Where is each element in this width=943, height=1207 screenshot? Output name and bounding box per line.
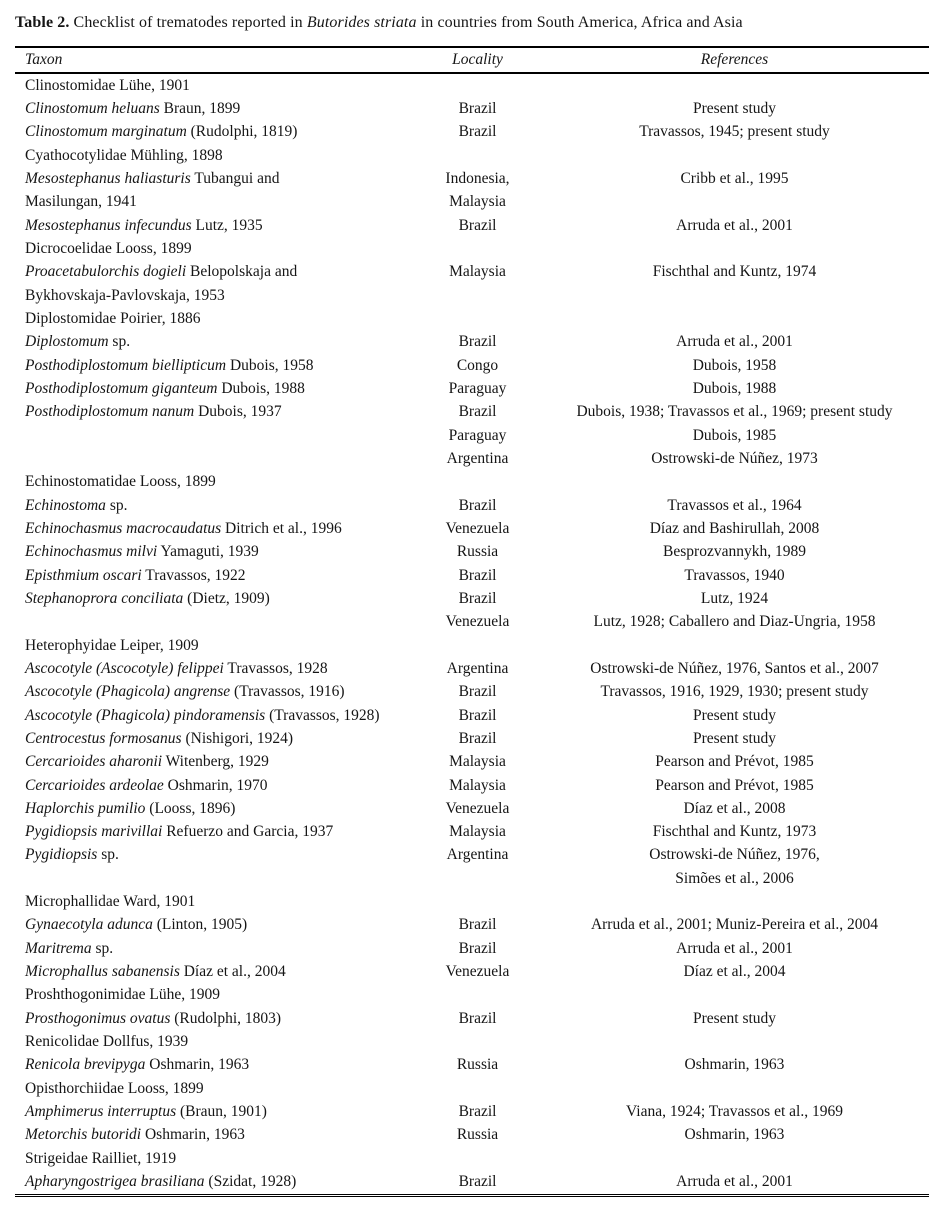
table-row [15, 774, 929, 797]
locality-cell: Brazil [458, 496, 497, 514]
taxon-authority: (Nishigori, 1924) [181, 729, 294, 747]
references-cell: Arruda et al., 2001 [676, 333, 793, 351]
taxon-authority: Heterophyidae Leiper, 1909 [25, 636, 199, 654]
references-cell: Arruda et al., 2001 [676, 939, 793, 957]
checklist-table [15, 46, 929, 1197]
table-row [15, 237, 929, 260]
locality-cell: Brazil [458, 916, 497, 934]
taxon-scientific-name: Pygidiopsis [25, 846, 98, 864]
taxon-authority: (Szidat, 1928) [204, 1173, 297, 1191]
table-row [15, 541, 929, 564]
locality-cell: Argentina [446, 659, 509, 677]
table-row [15, 1077, 929, 1100]
taxon-authority: sp. [97, 846, 119, 864]
table-row [15, 984, 929, 1007]
taxon-authority: Echinostomatidae Looss, 1899 [25, 473, 216, 491]
references-cell: Ostrowski-de Núñez, 1973 [651, 449, 818, 467]
taxon-cell [15, 846, 415, 864]
taxon-authority: Dubois, 1958 [226, 356, 314, 374]
table-row [15, 401, 929, 424]
taxon-scientific-name: Cercarioides aharonii [25, 753, 163, 771]
locality-cell: Brazil [458, 1009, 497, 1027]
taxon-authority: (Dietz, 1909) [183, 589, 270, 607]
taxon-cell [15, 777, 415, 795]
taxon-cell [15, 357, 415, 375]
table-row [15, 191, 929, 214]
taxon-cell [15, 637, 415, 655]
taxon-scientific-name: Mesostephanus haliasturis [25, 169, 191, 187]
taxon-cell [15, 940, 415, 958]
taxon-scientific-name: Prosthogonimus ovatus [25, 1009, 171, 1027]
taxon-cell [15, 1056, 415, 1074]
taxon-authority: Oshmarin, 1963 [141, 1126, 245, 1144]
table-row [15, 307, 929, 330]
references-cell: Pearson and Prévot, 1985 [655, 776, 814, 794]
table-row [15, 261, 929, 284]
locality-cell: Venezuela [445, 613, 510, 631]
taxon-scientific-name: Clinostomum marginatum [25, 123, 187, 141]
table-header-row [15, 48, 929, 74]
taxon-authority: Refuerzo and Garcia, 1937 [162, 823, 334, 841]
taxon-cell [15, 683, 415, 701]
locality-cell: Venezuela [445, 519, 510, 537]
taxon-authority: Strigeidae Railliet, 1919 [25, 1149, 177, 1167]
locality-cell: Venezuela [445, 799, 510, 817]
table-row [15, 377, 929, 400]
table-row [15, 331, 929, 354]
taxon-cell [15, 333, 415, 351]
locality-cell: Brazil [458, 403, 497, 421]
taxon-scientific-name: Proacetabulorchis dogieli [25, 263, 187, 281]
locality-cell: Russia [456, 543, 499, 561]
taxon-cell [15, 310, 415, 328]
taxon-cell [15, 730, 415, 748]
table-row [15, 751, 929, 774]
taxon-cell [15, 916, 415, 934]
references-cell: Present study [692, 706, 777, 724]
taxon-scientific-name: Diplostomum [25, 333, 109, 351]
table-row [15, 867, 929, 890]
taxon-scientific-name: Metorchis butoridi [25, 1126, 142, 1144]
taxon-scientific-name: Clinostomum heluans [25, 99, 160, 117]
taxon-authority: Travassos, 1928 [223, 659, 328, 677]
references-cell: Lutz, 1928; Caballero and Diaz-Ungria, 1958 [593, 613, 876, 631]
taxon-authority: (Rudolphi, 1819) [186, 123, 298, 141]
taxon-authority: Bykhovskaja-Pavlovskaja, 1953 [25, 286, 225, 304]
references-cell: Present study [692, 729, 777, 747]
taxon-authority: Witenberg, 1929 [162, 753, 269, 771]
taxon-cell [15, 986, 415, 1004]
taxon-scientific-name: Ascocotyle (Phagicola) angrense [25, 683, 231, 701]
table-row [15, 121, 929, 144]
taxon-cell [15, 543, 415, 561]
taxon-scientific-name: Microphallus sabanensis [25, 963, 180, 981]
taxon-cell [15, 497, 415, 515]
taxon-authority: Opisthorchiidae Looss, 1899 [25, 1079, 204, 1097]
taxon-scientific-name: Echinochasmus macrocaudatus [25, 519, 222, 537]
taxon-authority: Masilungan, 1941 [25, 193, 137, 211]
references-cell: Ostrowski-de Núñez, 1976, Santos et al., 2007 [590, 659, 879, 677]
table-row [15, 284, 929, 307]
locality-cell: Brazil [458, 706, 497, 724]
taxon-cell [15, 1080, 415, 1098]
table-row [15, 564, 929, 587]
taxon-scientific-name: Posthodiplostomum biellipticum [25, 356, 227, 374]
references-cell: Travassos et al., 1964 [667, 496, 802, 514]
table-row [15, 354, 929, 377]
locality-cell: Argentina [446, 449, 509, 467]
references-cell: Viana, 1924; Travassos et al., 1969 [626, 1103, 843, 1121]
table-row [15, 914, 929, 937]
taxon-authority: (Looss, 1896) [145, 799, 236, 817]
taxon-cell [15, 707, 415, 725]
locality-cell: Indonesia, [445, 169, 510, 187]
taxon-authority: (Travassos, 1916) [230, 683, 345, 701]
table-row [15, 424, 929, 447]
taxon-scientific-name: Posthodiplostomum giganteum [25, 379, 218, 397]
taxon-scientific-name: Centrocestus formosanus [25, 729, 182, 747]
taxon-authority: sp. [91, 939, 114, 957]
table-caption-label: Table 2. [15, 14, 70, 31]
references-cell: Simões et al., 2006 [675, 869, 794, 887]
taxon-scientific-name: Apharyngostrigea brasiliana [25, 1173, 205, 1191]
taxon-cell [15, 170, 415, 188]
taxon-scientific-name: Ascocotyle (Ascocotyle) felippei [25, 659, 224, 677]
taxon-authority: sp. [108, 333, 131, 351]
references-cell: Díaz et al., 2008 [683, 799, 786, 817]
locality-cell: Brazil [458, 589, 497, 607]
references-cell: Lutz, 1924 [700, 589, 769, 607]
taxon-scientific-name: Haplorchis pumilio [25, 799, 146, 817]
locality-cell: Russia [456, 1126, 499, 1144]
taxon-authority: Clinostomidae Lühe, 1901 [25, 76, 190, 94]
taxon-cell [15, 963, 415, 981]
taxon-scientific-name: Mesostephanus infecundus [25, 216, 192, 234]
table-row [15, 634, 929, 657]
taxon-cell [15, 660, 415, 678]
taxon-cell [15, 100, 415, 118]
references-cell: Cribb et al., 1995 [680, 169, 789, 187]
taxon-authority: (Travassos, 1928) [265, 706, 380, 724]
taxon-authority: (Braun, 1901) [176, 1103, 267, 1121]
table-row [15, 890, 929, 913]
table-row [15, 681, 929, 704]
taxon-cell [15, 800, 415, 818]
locality-cell: Brazil [458, 123, 497, 141]
table-row [15, 97, 929, 120]
references-cell: Ostrowski-de Núñez, 1976, [649, 846, 820, 864]
taxon-scientific-name: Maritrema [25, 939, 92, 957]
table-row [15, 1007, 929, 1030]
references-cell: Arruda et al., 2001; Muniz-Pereira et al., 2004 [590, 916, 879, 934]
locality-cell: Brazil [458, 216, 497, 234]
table-row [15, 517, 929, 540]
table-row [15, 1054, 929, 1077]
taxon-scientific-name: Gynaecotyla adunca [25, 916, 153, 934]
taxon-authority: Dubois, 1988 [217, 379, 305, 397]
taxon-scientific-name: Posthodiplostomum nanum [25, 403, 195, 421]
taxon-scientific-name: Echinostoma [25, 496, 106, 514]
references-cell: Dubois, 1985 [692, 426, 777, 444]
column-header-taxon: Taxon [25, 51, 63, 68]
locality-cell: Brazil [458, 1103, 497, 1121]
taxon-authority: (Linton, 1905) [152, 916, 248, 934]
table-caption [15, 13, 929, 33]
taxon-cell [15, 753, 415, 771]
taxon-cell [15, 1010, 415, 1028]
taxon-scientific-name: Echinochasmus milvi [25, 543, 158, 561]
taxon-scientific-name: Stephanoprora conciliata [25, 589, 184, 607]
references-cell: Arruda et al., 2001 [676, 1173, 793, 1191]
locality-cell: Malaysia [449, 823, 506, 841]
taxon-authority: Microphallidae Ward, 1901 [25, 893, 196, 911]
references-cell: Dubois, 1988 [692, 379, 777, 397]
locality-cell: Brazil [458, 939, 497, 957]
table-row [15, 844, 929, 867]
taxon-scientific-name: Ascocotyle (Phagicola) pindoramensis [25, 706, 266, 724]
references-cell: Travassos, 1916, 1929, 1930; present study [600, 683, 869, 701]
table-row [15, 937, 929, 960]
taxon-cell [15, 1126, 415, 1144]
taxon-cell [15, 403, 415, 421]
locality-cell: Russia [456, 1056, 499, 1074]
taxon-cell [15, 193, 415, 211]
table-row [15, 214, 929, 237]
table-row [15, 797, 929, 820]
table-row [15, 494, 929, 517]
references-cell: Arruda et al., 2001 [676, 216, 793, 234]
taxon-authority: Travassos, 1922 [141, 566, 246, 584]
table-row [15, 74, 929, 97]
table-row [15, 144, 929, 167]
taxon-cell [15, 147, 415, 165]
locality-cell: Brazil [458, 683, 497, 701]
locality-cell: Brazil [458, 566, 497, 584]
references-cell: Dubois, 1958 [692, 356, 777, 374]
taxon-authority: Ditrich et al., 1996 [221, 519, 342, 537]
table-row [15, 1124, 929, 1147]
references-cell: Travassos, 1945; present study [639, 123, 830, 141]
locality-cell: Malaysia [449, 753, 506, 771]
table-body [15, 74, 929, 1197]
table-caption-species: Butorides striata [306, 14, 417, 31]
table-row [15, 657, 929, 680]
locality-cell: Malaysia [449, 263, 506, 281]
taxon-authority: Oshmarin, 1970 [163, 776, 268, 794]
locality-cell: Brazil [458, 333, 497, 351]
taxon-cell [15, 77, 415, 95]
table-row [15, 1100, 929, 1123]
table-row [15, 960, 929, 983]
taxon-cell [15, 1150, 415, 1168]
taxon-cell [15, 520, 415, 538]
taxon-cell [15, 893, 415, 911]
taxon-cell [15, 240, 415, 258]
references-cell: Fischthal and Kuntz, 1974 [652, 263, 817, 281]
taxon-scientific-name: Cercarioides ardeolae [25, 776, 164, 794]
references-cell: Oshmarin, 1963 [684, 1056, 785, 1074]
table-caption-text-2: in countries from South America, Africa and Asia [416, 14, 743, 31]
references-cell: Present study [692, 1009, 777, 1027]
taxon-scientific-name: Renicola brevipyga [25, 1056, 146, 1074]
references-cell: Besprozvannykh, 1989 [663, 543, 806, 561]
taxon-cell [15, 263, 415, 281]
taxon-scientific-name: Amphimerus interruptus [25, 1103, 177, 1121]
taxon-authority: Diplostomidae Poirier, 1886 [25, 309, 201, 327]
column-header-references: References [700, 51, 769, 68]
taxon-cell [15, 1103, 415, 1121]
locality-cell: Brazil [458, 729, 497, 747]
taxon-cell [15, 590, 415, 608]
references-cell: Present study [692, 99, 777, 117]
taxon-authority: Dubois, 1937 [194, 403, 282, 421]
table-row [15, 471, 929, 494]
locality-cell: Brazil [458, 99, 497, 117]
references-cell: Fischthal and Kuntz, 1973 [652, 823, 817, 841]
taxon-authority: Proshthogonimidae Lühe, 1909 [25, 986, 221, 1004]
taxon-scientific-name: Pygidiopsis marivillai [25, 823, 163, 841]
taxon-authority: Yamaguti, 1939 [157, 543, 259, 561]
table-caption-text-1: Checklist of trematodes reported in [69, 14, 307, 31]
taxon-authority: Belopolskaja and [186, 263, 298, 281]
taxon-authority: Cyathocotylidae Mühling, 1898 [25, 146, 223, 164]
references-cell: Pearson and Prévot, 1985 [655, 753, 814, 771]
taxon-cell [15, 217, 415, 235]
taxon-cell [15, 567, 415, 585]
taxon-cell [15, 823, 415, 841]
table-row [15, 1147, 929, 1170]
taxon-cell [15, 1033, 415, 1051]
taxon-authority: Oshmarin, 1963 [145, 1056, 250, 1074]
locality-cell: Malaysia [449, 193, 506, 211]
table-row [15, 1170, 929, 1193]
locality-cell: Brazil [458, 1173, 497, 1191]
locality-cell: Paraguay [448, 379, 507, 397]
table-row [15, 587, 929, 610]
taxon-cell [15, 123, 415, 141]
references-cell: Travassos, 1940 [684, 566, 785, 584]
locality-cell: Malaysia [449, 776, 506, 794]
locality-cell: Venezuela [445, 963, 510, 981]
table-row [15, 727, 929, 750]
taxon-authority: Lutz, 1935 [191, 216, 263, 234]
locality-cell: Congo [456, 356, 499, 374]
table-row [15, 167, 929, 190]
table-row [15, 611, 929, 634]
table-row [15, 1030, 929, 1053]
table-row [15, 821, 929, 844]
taxon-scientific-name: Episthmium oscari [25, 566, 142, 584]
locality-cell: Argentina [446, 846, 509, 864]
taxon-authority: Renicolidae Dollfus, 1939 [25, 1033, 189, 1051]
table-row [15, 447, 929, 470]
column-header-locality: Locality [452, 51, 503, 68]
references-cell: Díaz and Bashirullah, 2008 [649, 519, 820, 537]
taxon-authority: (Rudolphi, 1803) [170, 1009, 282, 1027]
taxon-cell [15, 473, 415, 491]
taxon-authority: Tubangui and [190, 169, 280, 187]
references-cell: Díaz et al., 2004 [683, 963, 786, 981]
references-cell: Oshmarin, 1963 [684, 1126, 785, 1144]
taxon-authority: sp. [105, 496, 128, 514]
locality-cell: Paraguay [448, 426, 507, 444]
taxon-authority: Dicrocoelidae Looss, 1899 [25, 239, 192, 257]
taxon-cell [15, 380, 415, 398]
taxon-cell [15, 1173, 415, 1191]
taxon-cell [15, 287, 415, 305]
taxon-authority: Braun, 1899 [159, 99, 241, 117]
table-row [15, 704, 929, 727]
taxon-authority: Díaz et al., 2004 [179, 963, 286, 981]
references-cell: Dubois, 1938; Travassos et al., 1969; present study [576, 403, 893, 421]
